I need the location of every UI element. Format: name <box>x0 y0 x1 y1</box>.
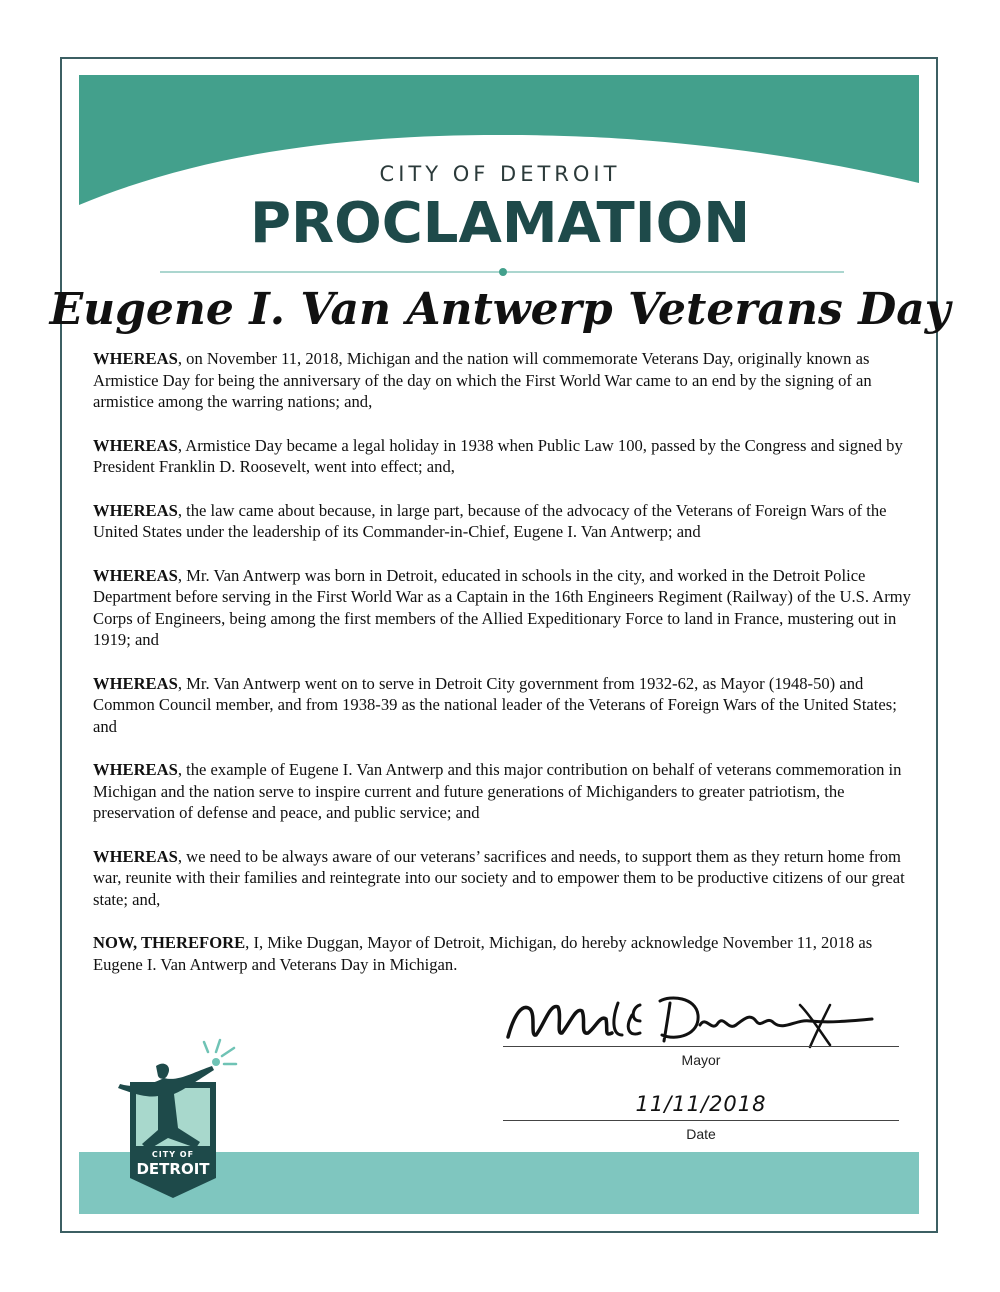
city-title: CITY OF DETROIT <box>379 162 621 186</box>
paragraph <box>93 565 923 651</box>
paragraph <box>93 435 923 478</box>
keyword: WHEREAS <box>93 500 178 520</box>
keyword: NOW, THEREFORE <box>93 933 246 952</box>
mayor-label: Mayor <box>681 1052 721 1068</box>
proclamation-subtitle: Eugene I. Van Antwerp Veterans Day <box>49 284 951 335</box>
paragraph <box>93 932 923 975</box>
paragraph-text: , Armistice Day became a legal holiday in 1938 when Public Law 100, passed by the Congress and signed by President Franklin D. Roosevelt, went into effect; and, <box>93 435 903 476</box>
paragraph-text: , on November 11, 2018, Michigan and the nation will commemorate Veterans Day, originally known as Armistice Day for being the anniversary of the day on which the First World War came to an end by the signing of an armistice among the warring nations; and, <box>93 349 872 411</box>
title-divider <box>160 266 844 278</box>
signature-date: 11/11/2018 <box>635 1092 767 1116</box>
keyword: WHEREAS <box>93 760 178 779</box>
paragraph <box>93 500 923 543</box>
proclamation-title: PROCLAMATION <box>249 191 751 256</box>
mayor-signature <box>500 985 900 1060</box>
paragraph <box>93 846 923 911</box>
paragraph-text: , we need to be always aware of our veterans’ sacrifices and needs, to support them as they return home from war, reunite with their families and reintegrate into our society and to empower them to be productive citizens of our great state; and, <box>93 846 905 909</box>
keyword: WHEREAS <box>93 435 178 455</box>
paragraph-text: , Mr. Van Antwerp was born in Detroit, educated in schools in the city, and worked in the Detroit Police Department before serving in the First World War as a Captain in the 16th Engineers Regiment (Railway) of the U.S. Army Corps of Engineers, being among the first members of the Allied Expeditionary Force to land in France, mustering out in 1919; and <box>93 565 911 649</box>
date-line <box>503 1120 899 1121</box>
paragraph-text: , I, Mike Duggan, Mayor of Detroit, Michigan, do hereby acknowledge November 11, 2018 as Eugene I. Van Antwerp and Veterans Day in Michigan. <box>93 933 873 974</box>
proclamation-body <box>93 348 923 997</box>
paragraph-text: , Mr. Van Antwerp went on to serve in Detroit City government from 1932-62, as Mayor (1948-50) and Common Council member, and from 1938-39 as the national leader of the Veterans of Foreign Wars of the United States; and <box>93 673 897 736</box>
paragraph-text: , the example of Eugene I. Van Antwerp and this major contribution on behalf of veterans commemoration in Michigan and the nation serve to inspire current and future generations of Michiganders to greater patriotism, the preservation of defense and peace, and public service; and <box>93 760 902 822</box>
keyword: WHEREAS <box>93 846 178 866</box>
paragraph <box>93 759 923 824</box>
keyword: WHEREAS <box>93 565 178 585</box>
city-of-detroit-logo <box>108 1038 238 1203</box>
keyword: WHEREAS <box>93 673 178 693</box>
signature-line <box>503 1046 899 1047</box>
paragraph <box>93 673 923 738</box>
keyword: WHEREAS <box>93 349 178 368</box>
paragraph-text: , the law came about because, in large part, because of the advocacy of the Veterans of Foreign Wars of the United States under the leadership of its Commander-in-Chief, Eugene I. Van Antwerp; and <box>93 500 887 541</box>
logo-detroit: DETROIT <box>136 1160 210 1178</box>
logo-city-of: CITY OF <box>151 1150 195 1159</box>
paragraph <box>93 348 923 413</box>
header <box>0 160 1000 254</box>
date-label: Date <box>686 1126 716 1142</box>
